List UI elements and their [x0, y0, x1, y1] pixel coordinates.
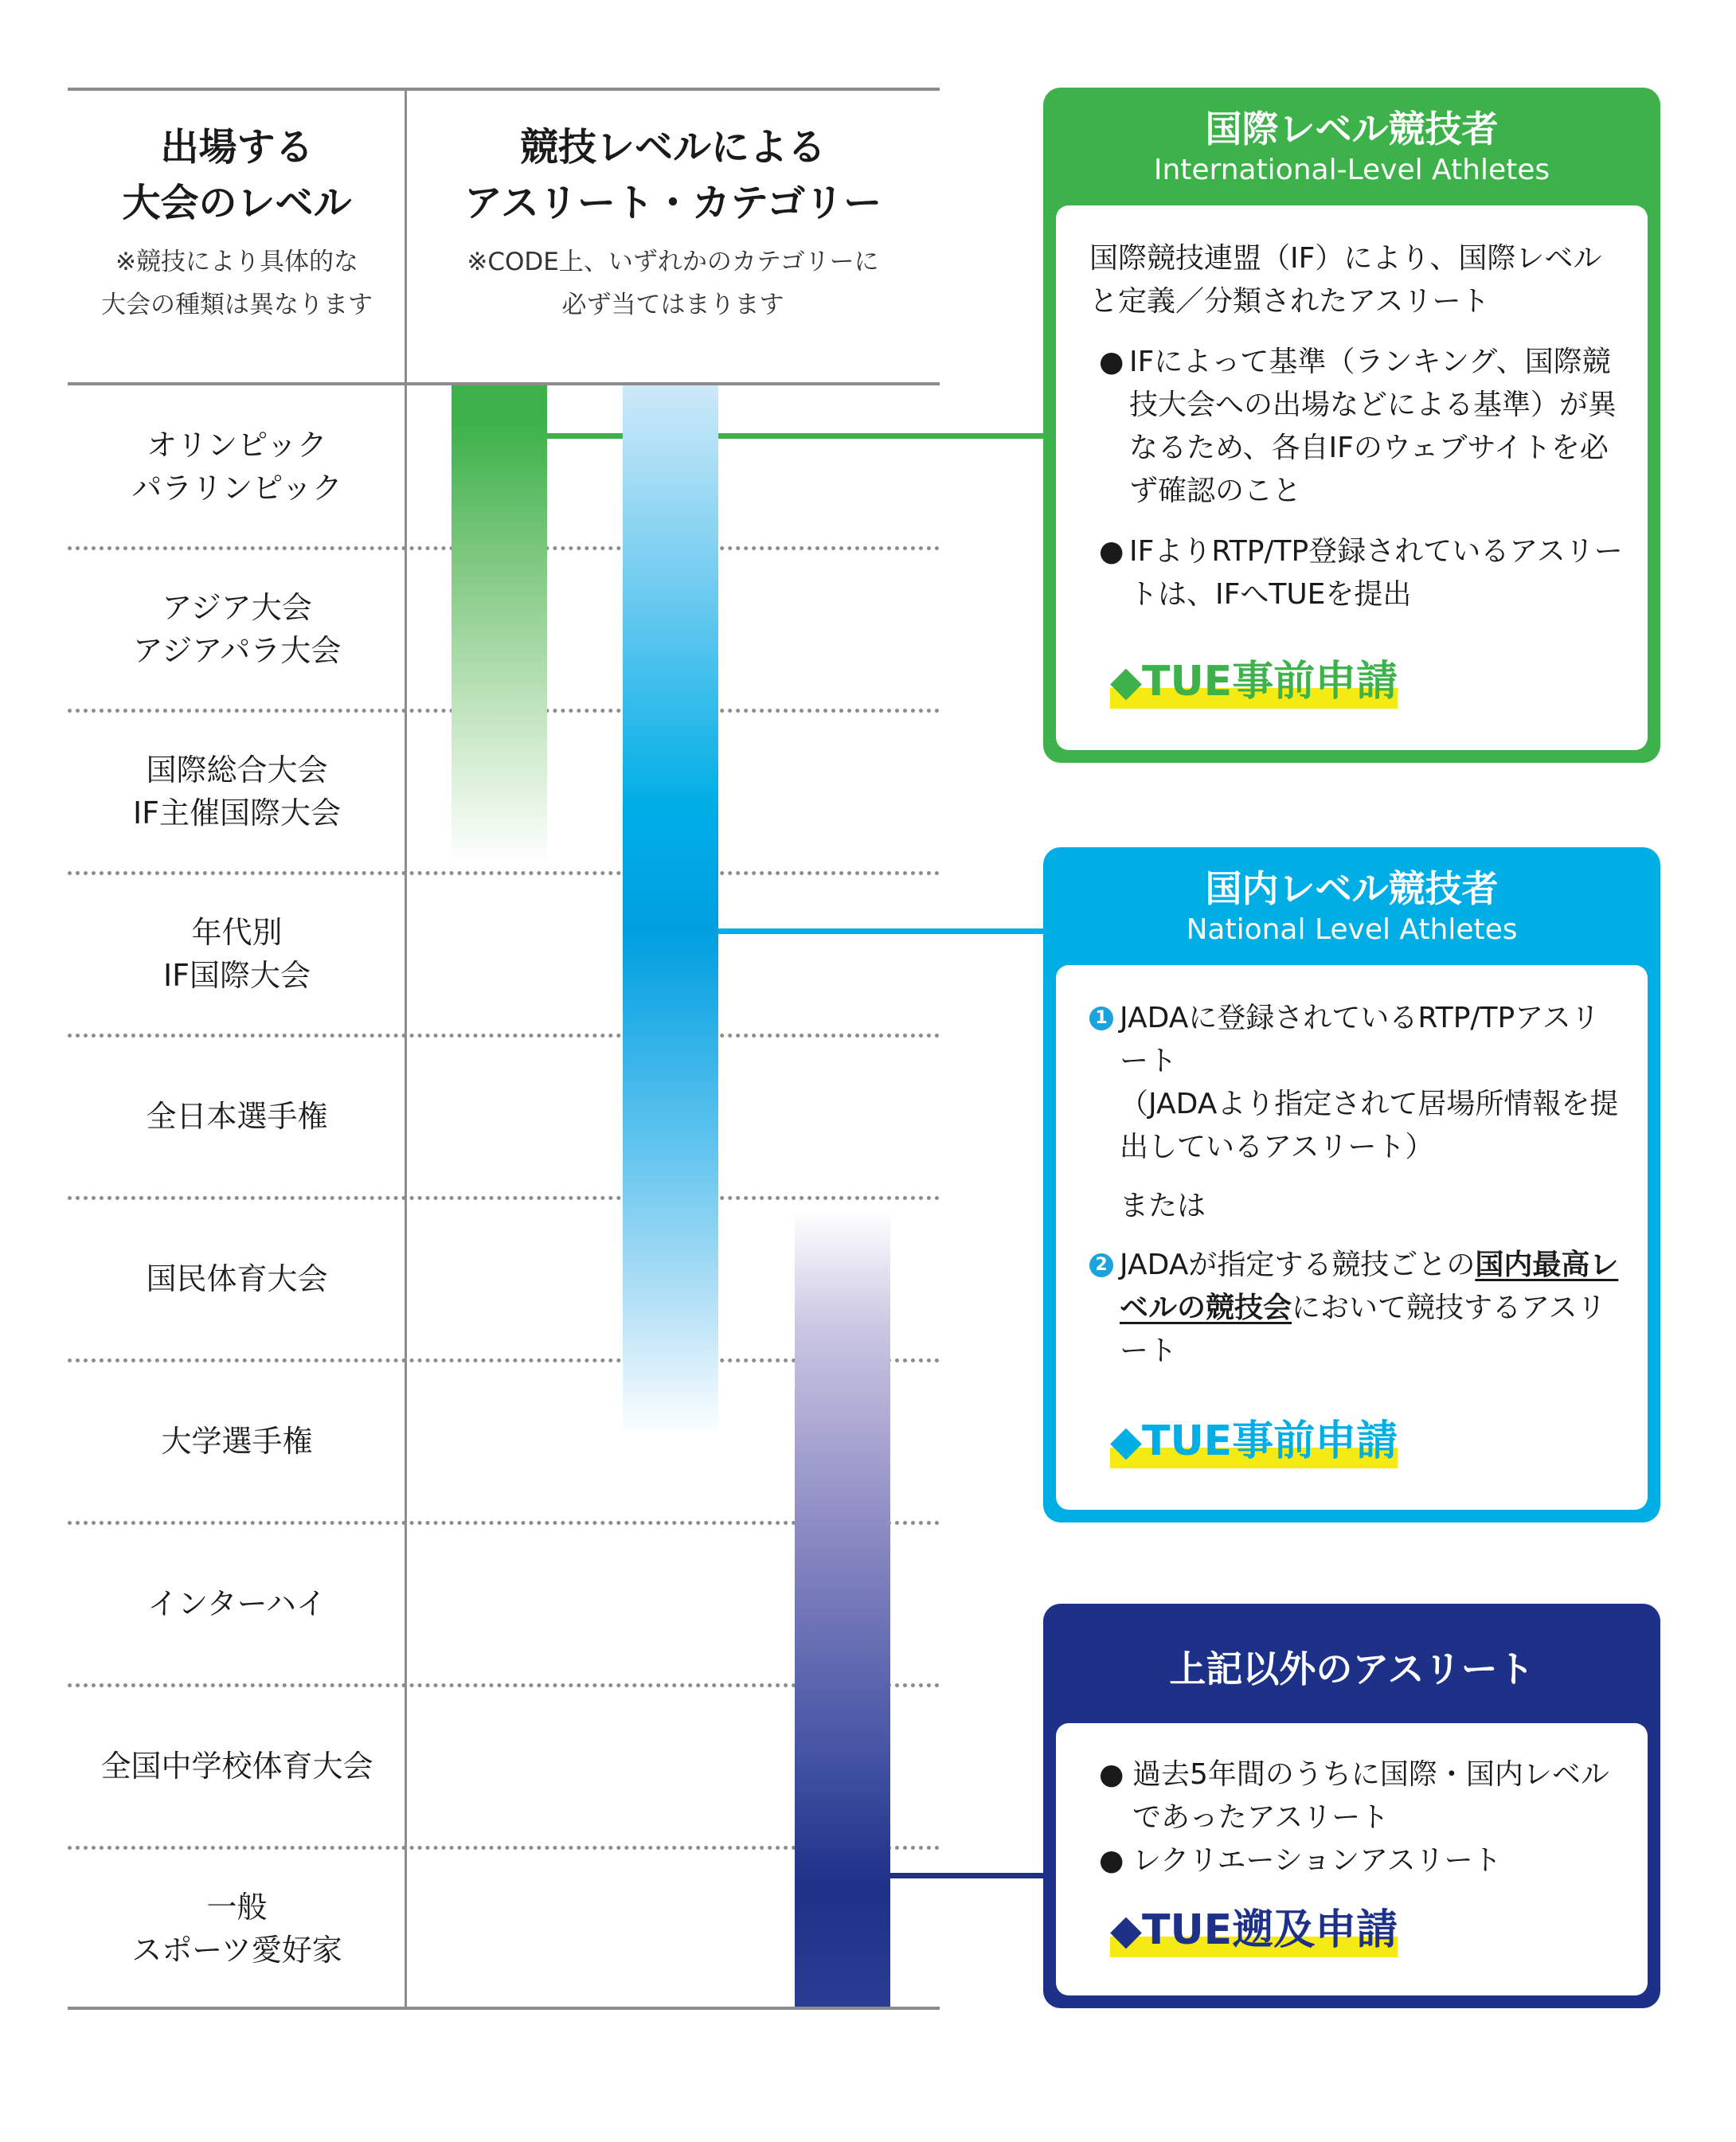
level-column-title-line1: 出場する [160, 125, 314, 170]
national-or: または [1120, 1190, 1206, 1222]
list-item [1089, 1244, 1623, 1373]
other-bullet-2: レクリエーションアスリート [1132, 1844, 1502, 1877]
category-column-title-line2: アスリート・カテゴリー [463, 181, 882, 225]
number-2-icon: 2 [1089, 1253, 1113, 1277]
level-row [68, 1198, 406, 1360]
level-label-line: 大学選手権 [161, 1424, 313, 1459]
level-label-line: アジア大会 [162, 590, 312, 625]
category-column-note [406, 240, 940, 326]
level-label-line: 全国中学校体育大会 [100, 1749, 373, 1784]
level-label-line: IF国際大会 [162, 958, 311, 993]
international-connector [547, 433, 623, 439]
international-tue-label [1110, 658, 1398, 706]
international-bullet-2: IFよりRTP/TP登録されているアスリートは、IFへTUEを提出 [1129, 535, 1623, 611]
other-tue-label [1110, 1906, 1398, 1954]
category-column-title [406, 119, 940, 231]
international-text [1089, 237, 1623, 616]
other-title: 上記以外のアスリート [1169, 1648, 1535, 1691]
category-column-title-line1: 競技レベルによる [519, 125, 826, 170]
other-tue-text: ◆TUE遡及申請 [1110, 1906, 1398, 1954]
level-column-title [68, 119, 406, 231]
level-label-line: アジアパラ大会 [132, 633, 342, 668]
category-column-note-line1: ※CODE上、いずれかのカテゴリーに [467, 248, 879, 276]
level-label-line: 一般 [206, 1890, 268, 1925]
list-item [1099, 341, 1623, 513]
national-item-2-pre: JADAが指定する競技ごとの [1120, 1249, 1476, 1281]
level-row [68, 873, 406, 1035]
level-row [68, 710, 406, 873]
category-column-header [406, 119, 940, 326]
international-connector [718, 433, 1045, 439]
international-subtitle: International-Level Athletes [1153, 154, 1550, 186]
level-row [68, 1685, 406, 1847]
international-title: 国際レベル競技者 [1205, 107, 1499, 150]
list-item [1099, 1839, 1625, 1882]
level-row [68, 385, 406, 548]
level-row [68, 1522, 406, 1685]
level-row [68, 1360, 406, 1522]
list-item [1089, 997, 1623, 1169]
national-item-1-note: （JADAより指定されて居場所情報を提出しているアスリート） [1120, 1088, 1619, 1163]
other-text [1099, 1753, 1625, 1882]
national-item-2-post: において競技するアスリート [1120, 1292, 1606, 1367]
international-intro: 国際競技連盟（IF）により、国際レベルと定義／分類されたアスリート [1089, 242, 1602, 318]
level-label-line: 全日本選手権 [146, 1099, 328, 1134]
level-column-note-line1: ※競技により具体的な [115, 248, 358, 276]
level-row [68, 1847, 406, 2010]
national-box [1043, 847, 1660, 1522]
level-column-header [68, 119, 406, 326]
level-label-line: 国際総合大会 [146, 752, 328, 788]
international-box [1043, 88, 1660, 763]
level-row [68, 548, 406, 710]
level-label-line: インターハイ [147, 1586, 326, 1621]
other-connector [890, 1873, 1045, 1878]
level-label-line: IF主催国際大会 [132, 795, 342, 831]
national-title: 国内レベル競技者 [1205, 867, 1499, 910]
category-column-note-line2: 必ず当てはまります [561, 291, 784, 319]
level-column-note [68, 240, 406, 326]
number-1-icon: 1 [1089, 1007, 1113, 1030]
level-label-line: パラリンピック [131, 471, 342, 506]
national-bar [623, 385, 718, 1436]
other-bar [795, 1210, 890, 2007]
level-label-line: 年代別 [191, 915, 283, 950]
bullet-icon: ● [1099, 1758, 1124, 1791]
level-column-title-line2: 大会のレベル [122, 181, 352, 225]
national-subtitle: National Level Athletes [1186, 913, 1518, 946]
other-bullet-1: 過去5年間のうちに国際・国内レベルであったアスリート [1132, 1758, 1609, 1834]
bullet-icon: ● [1099, 535, 1124, 568]
national-item-1: JADAに登録されているRTP/TPアスリート [1120, 1002, 1600, 1077]
level-column-note-line2: 大会の種類は異なります [101, 291, 373, 319]
national-content [1056, 965, 1648, 1510]
national-tue-text: ◆TUE事前申請 [1110, 1417, 1398, 1465]
international-content [1056, 205, 1648, 750]
level-label-line: オリンピック [147, 428, 327, 463]
international-tue-text: ◆TUE事前申請 [1110, 658, 1398, 706]
list-item [1099, 530, 1623, 616]
international-bullet-1: IFによって基準（ランキング、国際競技大会への出場などによる基準）が異なるため、各自IFのウェブサイトを必ず確認のこと [1129, 346, 1617, 507]
international-bar [452, 385, 547, 863]
national-connector [718, 928, 1045, 934]
national-text [1089, 997, 1623, 1373]
level-label-line: 国民体育大会 [146, 1261, 328, 1296]
national-tue-label [1110, 1417, 1398, 1465]
table-top-rule [68, 88, 940, 91]
bullet-icon: ● [1099, 346, 1124, 378]
other-box [1043, 1604, 1660, 2008]
level-label-line: スポーツ愛好家 [131, 1933, 342, 1968]
level-row [68, 1035, 406, 1198]
list-item [1099, 1753, 1625, 1839]
national-item-2-emphasis: 国内最高レベルの競技会 [1120, 1249, 1619, 1324]
bullet-icon: ● [1099, 1844, 1124, 1877]
other-content [1056, 1723, 1648, 1995]
